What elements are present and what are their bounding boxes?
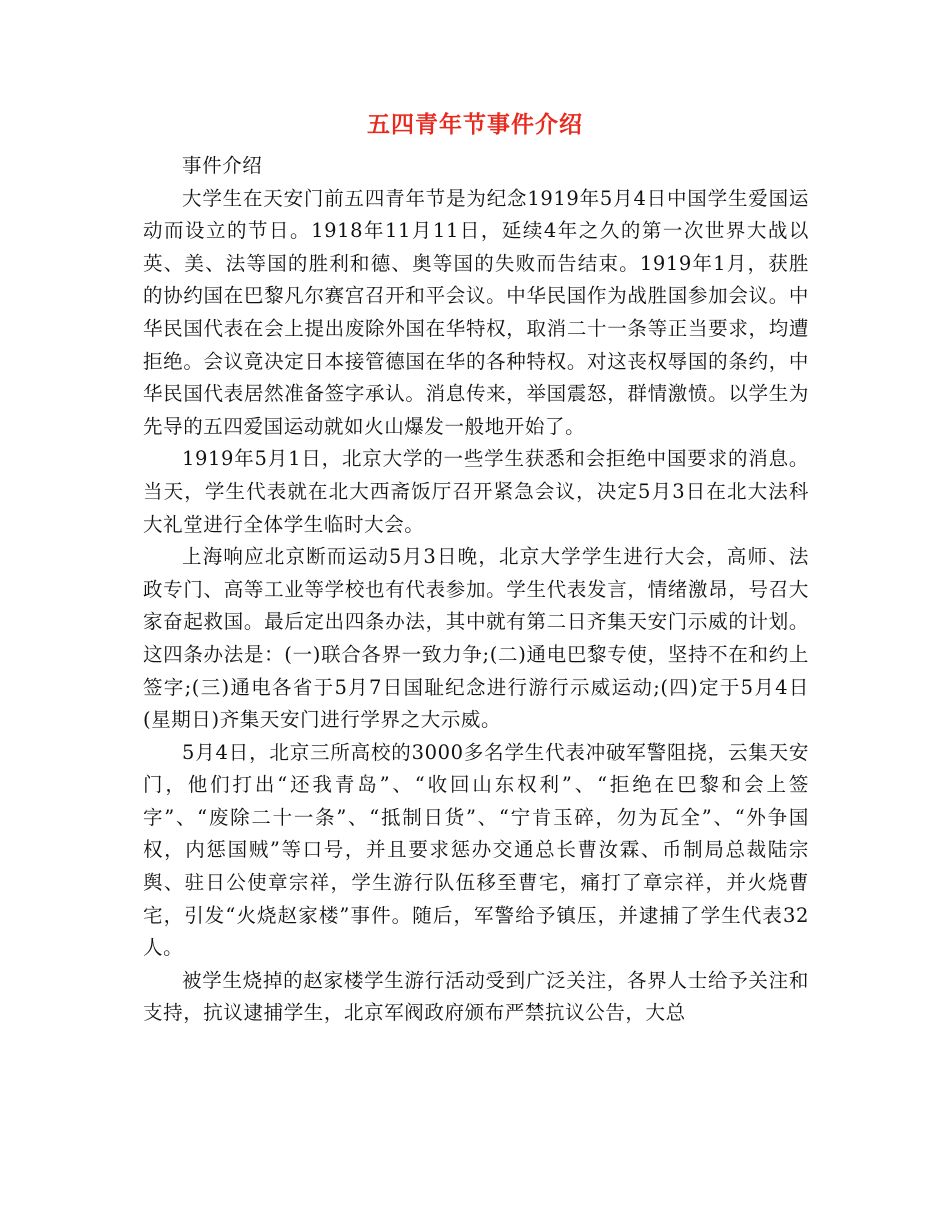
document-body xyxy=(143,150,809,1030)
paragraph: 5月4日，北京三所高校的3000多名学生代表冲破军警阻挠，云集天安门，他们打出“还我青岛”、“收回山东权利”、“拒绝在巴黎和会上签字”、“废除二十一条”、“抵制日货”、“宁肯玉碎，勿为瓦全”、“外争国权，内惩国贼”等口号，并且要求惩办交通总长曹汝霖、币制局总裁陆宗舆、驻日公使章宗祥，学生游行队伍移至曹宅，痛打了章宗祥，并火烧曹宅，引发“火烧赵家楼”事件。随后，军警给予镇压，并逮捕了学生代表32人。 xyxy=(143,740,809,960)
paragraph: 上海响应北京断而运动5月3日晚，北京大学学生进行大会，高师、法政专门、高等工业等学校也有代表参加。学生代表发言，情绪激昂，号召大家奋起救国。最后定出四条办法，其中就有第二日齐集天安门示威的计划。这四条办法是：(一)联合各界一致力争;(二)通电巴黎专使，坚持不在和约上签字;(三)通电各省于5月7日国耻纪念进行游行示威运动;(四)定于5月4日(星期日)齐集天安门进行学界之大示威。 xyxy=(143,545,809,732)
document-title: 五四青年节事件介绍 xyxy=(367,111,583,138)
paragraph: 大学生在天安门前五四青年节是为纪念1919年5月4日中国学生爱国运动而设立的节日。1918年11月11日，延续4年之久的第一次世界大战以英、美、法等国的胜利和德、奥等国的失败而告结束。1919年1月，获胜的协约国在巴黎凡尔赛宫召开和平会议。中华民国作为战胜国参加会议。中华民国代表在会上提出废除外国在华特权，取消二十一条等正当要求，均遭拒绝。会议竟决定日本接管德国在华的各种特权。对这丧权辱国的条约，中华民国代表居然准备签字承认。消息传来，举国震怒，群情激愤。以学生为先导的五四爱国运动就如火山爆发一般地开始了。 xyxy=(143,186,809,438)
paragraph: 被学生烧掉的赵家楼学生游行活动受到广泛关注，各界人士给予关注和支持，抗议逮捕学生，北京军阀政府颁布严禁抗议公告，大总 xyxy=(143,968,809,1025)
paragraph-heading: 事件介绍 xyxy=(182,154,263,177)
paragraph: 1919年5月1日，北京大学的一些学生获悉和会拒绝中国要求的消息。当天，学生代表就在北大西斋饭厅召开紧急会议，决定5月3日在北大法科大礼堂进行全体学生临时大会。 xyxy=(143,447,809,536)
